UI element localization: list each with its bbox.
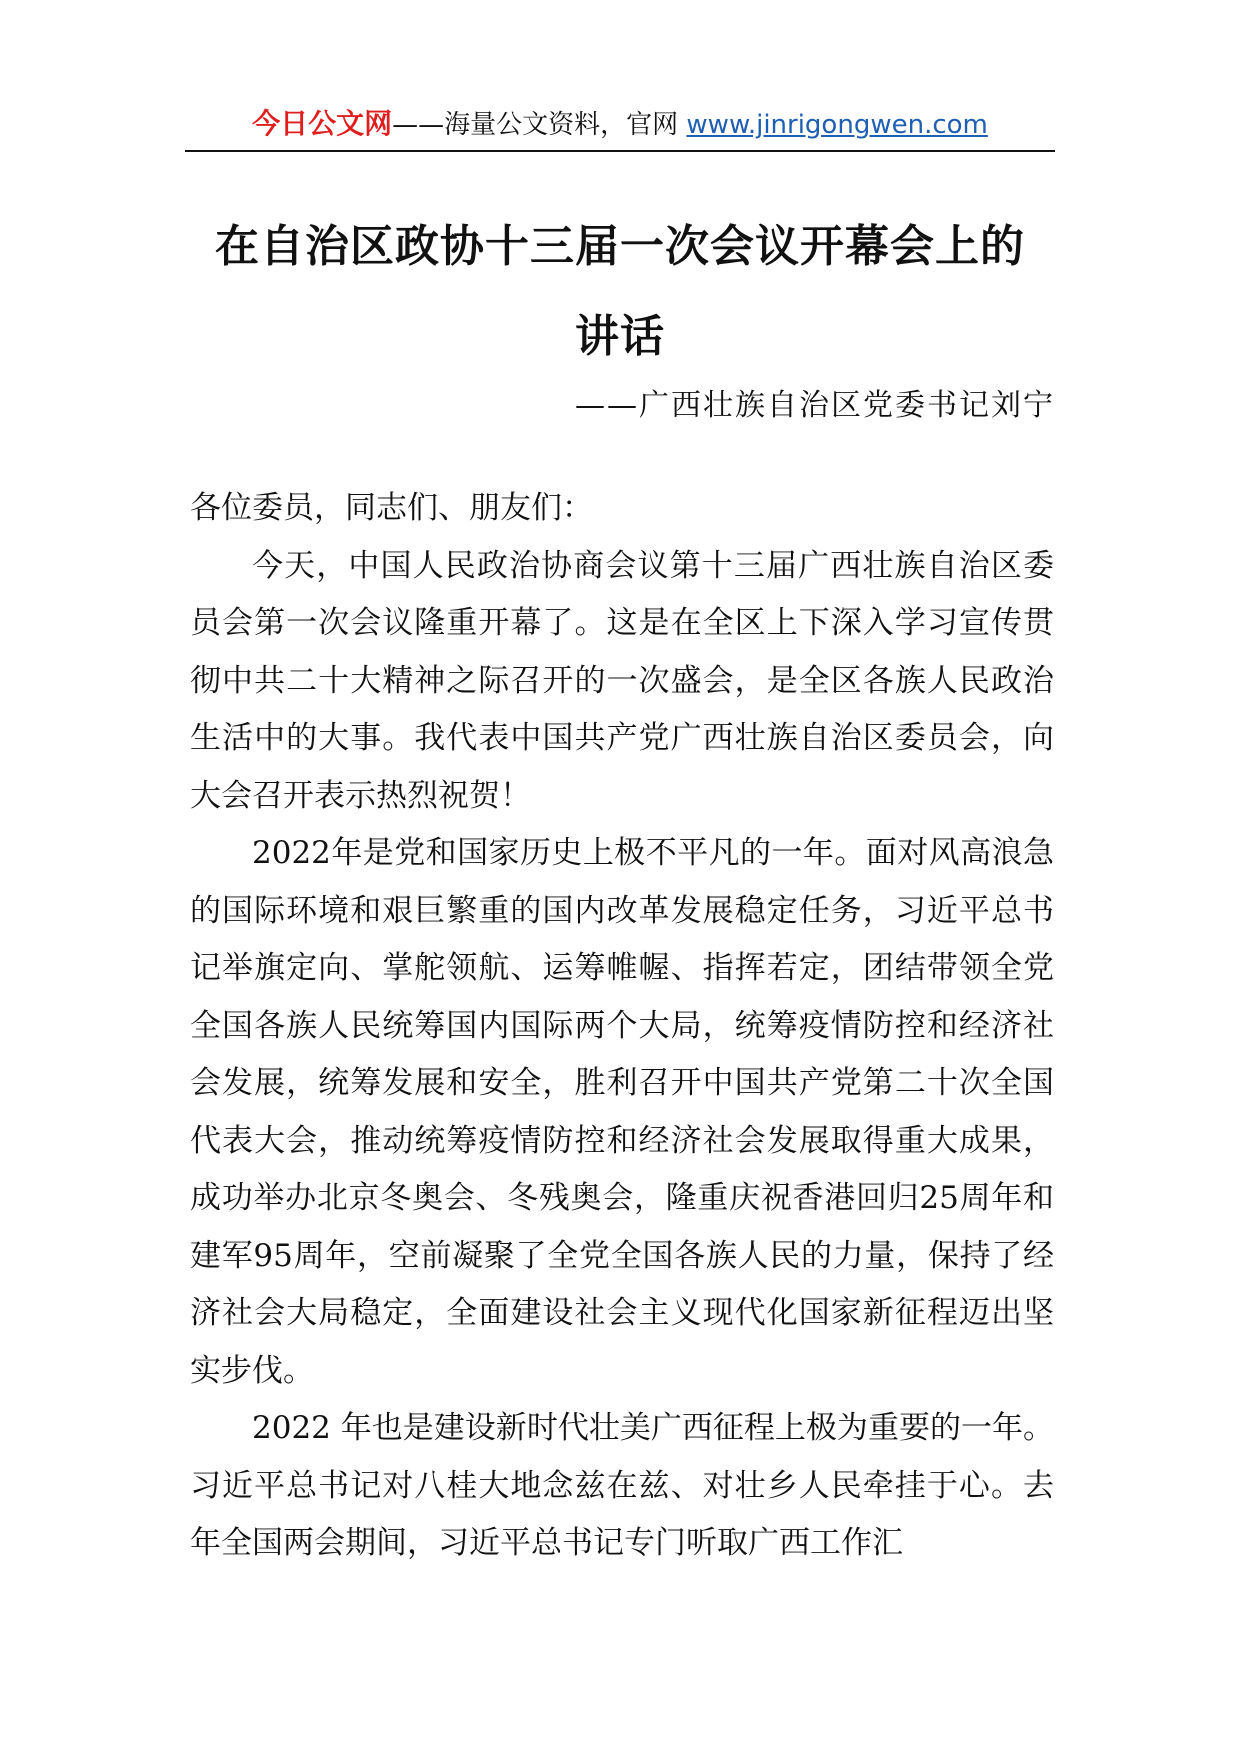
site-header (185, 104, 1055, 152)
document-title-line-1: 在自治区政协十三届一次会议开幕会上的 (215, 221, 1025, 272)
document-byline: ——广西壮族自治区党委书记刘宁 (575, 388, 1055, 423)
salutation: 各位委员，同志们、朋友们： (190, 490, 593, 526)
paragraph: 2022年是党和国家历史上极不平凡的一年。面对风高浪急的国际环境和艰巨繁重的国内改革发展稳定任务，习近平总书记举旗定向、掌舵领航、运筹帷幄、指挥若定，团结带领全党全国各族人民统筹国内国际两个大局，统筹疫情防控和经济社会发展，统筹发展和安全，胜利召开中国共产党第二十次全国代表大会，推动统筹疫情防控和经济社会发展取得重大成果，成功举办北京冬奥会、冬残奥会，隆重庆祝香港回归25周年和建军95周年，空前凝聚了全党全国各族人民的力量，保持了经济社会大局稳定，全面建设社会主义现代化国家新征程迈出坚实步伐。 (190, 835, 1054, 1389)
site-tagline: ——海量公文资料，官网 (392, 110, 687, 140)
site-url-link[interactable]: www.jinrigongwen.com (686, 110, 988, 140)
document-title-line-2: 讲话 (575, 311, 665, 362)
paragraph: 今天，中国人民政治协商会议第十三届广西壮族自治区委员会第一次会议隆重开幕了。这是在全区上下深入学习宣传贯彻中共二十大精神之际召开的一次盛会，是全区各族人民政治生活中的大事。我代表中国共产党广西壮族自治区委员会，向大会召开表示热烈祝贺！ (190, 547, 1054, 814)
paragraph: 2022 年也是建设新时代壮美广西征程上极为重要的一年。习近平总书记对八桂大地念兹在兹、对壮乡人民牵挂于心。去年全国两会期间，习近平总书记专门听取广西工作汇 (190, 1410, 1054, 1561)
document-body (190, 480, 1054, 1573)
site-brand[interactable]: 今日公文网 (252, 107, 393, 140)
